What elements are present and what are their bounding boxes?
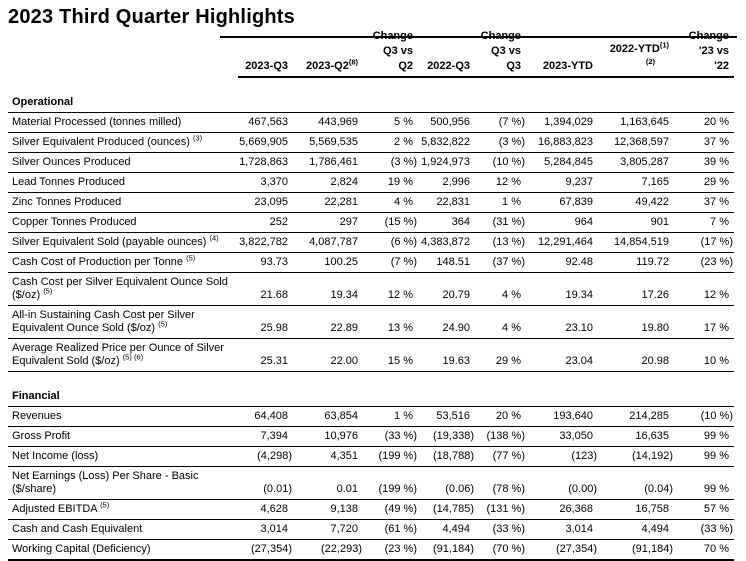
- cell-chg-23-vs-22: 37 %: [674, 133, 734, 153]
- cell-q3-2022: 1,924,973: [418, 153, 475, 173]
- cell-ytd-2023: 193,640: [526, 407, 598, 427]
- footnote-marker: (5) (6): [122, 352, 144, 362]
- cell-ytd-2022: 20.98: [598, 339, 674, 372]
- spacer-cell: [8, 372, 734, 388]
- row-label: Net Income (loss): [8, 447, 238, 467]
- page-title: 2023 Third Quarter Highlights: [8, 6, 295, 28]
- cell-ytd-2022: 119.72: [598, 253, 674, 273]
- cell-ytd-2022: 17.26: [598, 273, 674, 306]
- cell-chg-q3-vs-q2: (3 %): [363, 153, 418, 173]
- row-label: Average Realized Price per Ounce of Silver Equivalent Sold ($/oz) $^{(5) (6)}$: [8, 339, 238, 372]
- footnote-marker: (2): [645, 57, 655, 67]
- cell-q3-2023: 25.31: [238, 339, 293, 372]
- cell-chg-q3-vs-q2: (7 %): [363, 253, 418, 273]
- table-row: [8, 273, 734, 306]
- row-label: Lead Tonnes Produced: [8, 173, 238, 193]
- cell-ytd-2022: 49,422: [598, 193, 674, 213]
- cell-ytd-2022: 1,163,645: [598, 113, 674, 133]
- table-row: [8, 213, 734, 233]
- cell-chg-q3-vs-q3: 12 %: [475, 173, 526, 193]
- cell-q3-2023: 25.98: [238, 306, 293, 339]
- cell-ytd-2023: 23.10: [526, 306, 598, 339]
- row-label: Silver Ounces Produced: [8, 153, 238, 173]
- cell-q2-2023: 9,138: [293, 500, 363, 520]
- row-label: Silver Equivalent Sold (payable ounces) $^{(4)}$: [8, 233, 238, 253]
- cell-q3-2023: 21.68: [238, 273, 293, 306]
- cell-q3-2023: 7,394: [238, 427, 293, 447]
- cell-q2-2023: 19.34: [293, 273, 363, 306]
- cell-q2-2023: 4,087,787: [293, 233, 363, 253]
- cell-ytd-2022: 4,494: [598, 520, 674, 540]
- table-row: [8, 407, 734, 427]
- cell-ytd-2022: 14,854,519: [598, 233, 674, 253]
- cell-chg-q3-vs-q3: (31 %): [475, 213, 526, 233]
- cell-ytd-2022: (91,184): [598, 540, 674, 561]
- cell-q3-2022: 364: [418, 213, 475, 233]
- row-label: Working Capital (Deficiency): [8, 540, 238, 561]
- spacer-cell: [8, 77, 734, 93]
- cell-q3-2022: (18,788): [418, 447, 475, 467]
- cell-q2-2023: (22,293): [293, 540, 363, 561]
- cell-q3-2023: 3,014: [238, 520, 293, 540]
- cell-chg-q3-vs-q2: 12 %: [363, 273, 418, 306]
- section-header-row: [8, 93, 734, 113]
- cell-chg-q3-vs-q3: (13 %): [475, 233, 526, 253]
- row-label: Zinc Tonnes Produced: [8, 193, 238, 213]
- cell-q3-2022: 2,996: [418, 173, 475, 193]
- cell-q3-2023: 23,095: [238, 193, 293, 213]
- cell-ytd-2022: (14,192): [598, 447, 674, 467]
- cell-chg-23-vs-22: 29 %: [674, 173, 734, 193]
- row-label: All-in Sustaining Cash Cost per Silver Equivalent Ounce Sold ($/oz) $^{(5)}$: [8, 306, 238, 339]
- cell-chg-q3-vs-q3: (77 %): [475, 447, 526, 467]
- cell-q3-2023: 5,669,905: [238, 133, 293, 153]
- section-header-row: [8, 387, 734, 407]
- cell-ytd-2023: 19.34: [526, 273, 598, 306]
- cell-q2-2023: 22,281: [293, 193, 363, 213]
- cell-chg-q3-vs-q2: 15 %: [363, 339, 418, 372]
- table-row: [8, 233, 734, 253]
- cell-chg-23-vs-22: 57 %: [674, 500, 734, 520]
- cell-ytd-2023: 16,883,823: [526, 133, 598, 153]
- cell-chg-q3-vs-q2: (15 %): [363, 213, 418, 233]
- cell-ytd-2023: (27,354): [526, 540, 598, 561]
- cell-q3-2022: 5,832,822: [418, 133, 475, 153]
- row-label: Material Processed (tonnes milled): [8, 113, 238, 133]
- cell-chg-23-vs-22: (33 %): [674, 520, 734, 540]
- row-label: Copper Tonnes Produced: [8, 213, 238, 233]
- cell-q3-2023: (4,298): [238, 447, 293, 467]
- cell-q3-2022: 148.51: [418, 253, 475, 273]
- cell-chg-q3-vs-q3: (10 %): [475, 153, 526, 173]
- section-title: Operational: [8, 93, 734, 113]
- table-row: [8, 153, 734, 173]
- cell-chg-q3-vs-q3: (3 %): [475, 133, 526, 153]
- metric-column-header: [8, 29, 238, 77]
- column-header-chg-23-vs-22: '23 vs '22: [674, 29, 734, 77]
- cell-q3-2023: (27,354): [238, 540, 293, 561]
- highlights-table: [8, 29, 734, 561]
- cell-q3-2023: 93.73: [238, 253, 293, 273]
- cell-chg-q3-vs-q2: (23 %): [363, 540, 418, 561]
- row-label: Gross Profit: [8, 427, 238, 447]
- cell-chg-q3-vs-q3: (131 %): [475, 500, 526, 520]
- table-row: [8, 253, 734, 273]
- column-header-chg-q3-vs-q2: Q3 vs Q2: [363, 29, 418, 77]
- cell-ytd-2022: 7,165: [598, 173, 674, 193]
- cell-q2-2023: 100.25: [293, 253, 363, 273]
- cell-chg-23-vs-22: 17 %: [674, 306, 734, 339]
- footnote-marker: (5): [158, 319, 168, 329]
- row-label: Adjusted EBITDA $^{(5)}$: [8, 500, 238, 520]
- cell-chg-23-vs-22: 99 %: [674, 427, 734, 447]
- cell-q3-2023: 1,728,863: [238, 153, 293, 173]
- footnote-marker: (5): [186, 253, 196, 263]
- cell-chg-q3-vs-q3: (7 %): [475, 113, 526, 133]
- row-label: Revenues: [8, 407, 238, 427]
- table-row: [8, 306, 734, 339]
- cell-q3-2022: (0.06): [418, 467, 475, 500]
- cell-chg-23-vs-22: (10 %): [674, 407, 734, 427]
- cell-q2-2023: 443,969: [293, 113, 363, 133]
- table-body: [8, 77, 734, 560]
- cell-ytd-2022: 16,758: [598, 500, 674, 520]
- column-header-q3-2023: 2023-Q3: [238, 29, 293, 77]
- cell-chg-q3-vs-q3: (78 %): [475, 467, 526, 500]
- cell-chg-q3-vs-q2: (6 %): [363, 233, 418, 253]
- cell-q3-2022: 19.63: [418, 339, 475, 372]
- cell-ytd-2023: 12,291,464: [526, 233, 598, 253]
- cell-chg-q3-vs-q2: 13 %: [363, 306, 418, 339]
- cell-q3-2023: 467,563: [238, 113, 293, 133]
- table-row: [8, 133, 734, 153]
- cell-chg-q3-vs-q2: 5 %: [363, 113, 418, 133]
- cell-ytd-2023: 26,368: [526, 500, 598, 520]
- row-label: Cash Cost per Silver Equivalent Ounce Sold ($/oz) $^{(5)}$: [8, 273, 238, 306]
- cell-q3-2022: 4,383,872: [418, 233, 475, 253]
- cell-chg-q3-vs-q2: 2 %: [363, 133, 418, 153]
- cell-chg-23-vs-22: 99 %: [674, 467, 734, 500]
- cell-chg-q3-vs-q3: 1 %: [475, 193, 526, 213]
- cell-ytd-2022: 16,635: [598, 427, 674, 447]
- cell-chg-q3-vs-q2: (49 %): [363, 500, 418, 520]
- table-row: [8, 173, 734, 193]
- cell-chg-q3-vs-q3: 4 %: [475, 306, 526, 339]
- cell-ytd-2023: (123): [526, 447, 598, 467]
- row-label: Cash Cost of Production per Tonne $^{(5)}$: [8, 253, 238, 273]
- footnote-marker: (5): [43, 286, 53, 296]
- footnote-marker: (3): [193, 133, 203, 143]
- cell-ytd-2023: 9,237: [526, 173, 598, 193]
- cell-chg-23-vs-22: 37 %: [674, 193, 734, 213]
- cell-chg-q3-vs-q2: 19 %: [363, 173, 418, 193]
- cell-ytd-2023: 92.48: [526, 253, 598, 273]
- section-spacer: [8, 77, 734, 93]
- cell-chg-23-vs-22: (23 %): [674, 253, 734, 273]
- cell-chg-q3-vs-q3: (33 %): [475, 520, 526, 540]
- cell-q3-2022: (91,184): [418, 540, 475, 561]
- cell-chg-q3-vs-q3: 4 %: [475, 273, 526, 306]
- cell-q2-2023: 5,569,535: [293, 133, 363, 153]
- cell-q2-2023: 297: [293, 213, 363, 233]
- cell-q2-2023: 22.89: [293, 306, 363, 339]
- cell-ytd-2023: 5,284,845: [526, 153, 598, 173]
- cell-q3-2022: 24.90: [418, 306, 475, 339]
- title-underline: [220, 36, 737, 38]
- cell-chg-23-vs-22: 7 %: [674, 213, 734, 233]
- cell-ytd-2023: 1,394,029: [526, 113, 598, 133]
- cell-chg-q3-vs-q2: (61 %): [363, 520, 418, 540]
- cell-chg-q3-vs-q2: (199 %): [363, 447, 418, 467]
- cell-chg-q3-vs-q3: (138 %): [475, 427, 526, 447]
- row-label: Silver Equivalent Produced (ounces) $^{(3)}$: [8, 133, 238, 153]
- cell-q3-2023: 64,408: [238, 407, 293, 427]
- cell-q3-2022: 20.79: [418, 273, 475, 306]
- table-row: [8, 467, 734, 500]
- row-label: Net Earnings (Loss) Per Share - Basic ($/share): [8, 467, 238, 500]
- table-row: [8, 193, 734, 213]
- cell-ytd-2022: (0.04): [598, 467, 674, 500]
- cell-chg-q3-vs-q3: (37 %): [475, 253, 526, 273]
- column-header-ytd-2023: 2023-YTD: [526, 29, 598, 77]
- cell-chg-q3-vs-q3: (70 %): [475, 540, 526, 561]
- cell-chg-q3-vs-q3: 29 %: [475, 339, 526, 372]
- table-row: [8, 500, 734, 520]
- cell-chg-23-vs-22: 39 %: [674, 153, 734, 173]
- cell-ytd-2023: 3,014: [526, 520, 598, 540]
- cell-ytd-2022: 12,368,597: [598, 133, 674, 153]
- cell-ytd-2023: (0.00): [526, 467, 598, 500]
- footnote-marker: (8): [348, 57, 358, 67]
- table-row: [8, 447, 734, 467]
- cell-chg-q3-vs-q2: 4 %: [363, 193, 418, 213]
- cell-ytd-2023: 67,839: [526, 193, 598, 213]
- table-row: [8, 113, 734, 133]
- column-header-q3-2022: 2022-Q3: [418, 29, 475, 77]
- column-header-ytd-2022: 2022-YTD$^{(1)}$ $^{(2)}$: [598, 29, 674, 77]
- cell-q3-2022: 4,494: [418, 520, 475, 540]
- cell-q3-2023: (0.01): [238, 467, 293, 500]
- cell-q2-2023: 63,854: [293, 407, 363, 427]
- cell-q3-2023: 3,370: [238, 173, 293, 193]
- cell-q2-2023: 10,976: [293, 427, 363, 447]
- cell-chg-q3-vs-q2: (199 %): [363, 467, 418, 500]
- cell-ytd-2022: 901: [598, 213, 674, 233]
- cell-chg-q3-vs-q3: 20 %: [475, 407, 526, 427]
- cell-q2-2023: 4,351: [293, 447, 363, 467]
- cell-ytd-2023: 23.04: [526, 339, 598, 372]
- cell-q2-2023: 7,720: [293, 520, 363, 540]
- cell-ytd-2023: 33,050: [526, 427, 598, 447]
- cell-q3-2022: (14,785): [418, 500, 475, 520]
- cell-q2-2023: 2,824: [293, 173, 363, 193]
- cell-chg-23-vs-22: (17 %): [674, 233, 734, 253]
- cell-q3-2022: (19,338): [418, 427, 475, 447]
- cell-q2-2023: 1,786,461: [293, 153, 363, 173]
- cell-q3-2022: 22,831: [418, 193, 475, 213]
- cell-chg-23-vs-22: 20 %: [674, 113, 734, 133]
- cell-q3-2022: 500,956: [418, 113, 475, 133]
- cell-chg-q3-vs-q2: 1 %: [363, 407, 418, 427]
- table-row: [8, 540, 734, 561]
- cell-q2-2023: 0.01: [293, 467, 363, 500]
- cell-ytd-2023: 964: [526, 213, 598, 233]
- cell-q3-2023: 3,822,782: [238, 233, 293, 253]
- cell-q3-2023: 252: [238, 213, 293, 233]
- cell-ytd-2022: 19.80: [598, 306, 674, 339]
- section-title: Financial: [8, 387, 734, 407]
- cell-ytd-2022: 214,285: [598, 407, 674, 427]
- cell-q3-2023: 4,628: [238, 500, 293, 520]
- cell-chg-q3-vs-q2: (33 %): [363, 427, 418, 447]
- column-header-chg-q3-vs-q3: Q3 vs Q3: [475, 29, 526, 77]
- cell-q3-2022: 53,516: [418, 407, 475, 427]
- table-row: [8, 427, 734, 447]
- row-label: Cash and Cash Equivalent: [8, 520, 238, 540]
- footnote-marker: (4): [209, 233, 219, 243]
- cell-ytd-2022: 3,805,287: [598, 153, 674, 173]
- cell-chg-23-vs-22: 10 %: [674, 339, 734, 372]
- cell-chg-23-vs-22: 70 %: [674, 540, 734, 561]
- cell-q2-2023: 22.00: [293, 339, 363, 372]
- table-row: [8, 339, 734, 372]
- cell-chg-23-vs-22: 99 %: [674, 447, 734, 467]
- column-header-q2-2023: 2023-Q2$^{(8)}$: [293, 29, 363, 77]
- footnote-marker: (1): [659, 40, 669, 50]
- table-row: [8, 520, 734, 540]
- cell-chg-23-vs-22: 12 %: [674, 273, 734, 306]
- footnote-marker: (5): [100, 500, 110, 510]
- section-spacer: [8, 372, 734, 388]
